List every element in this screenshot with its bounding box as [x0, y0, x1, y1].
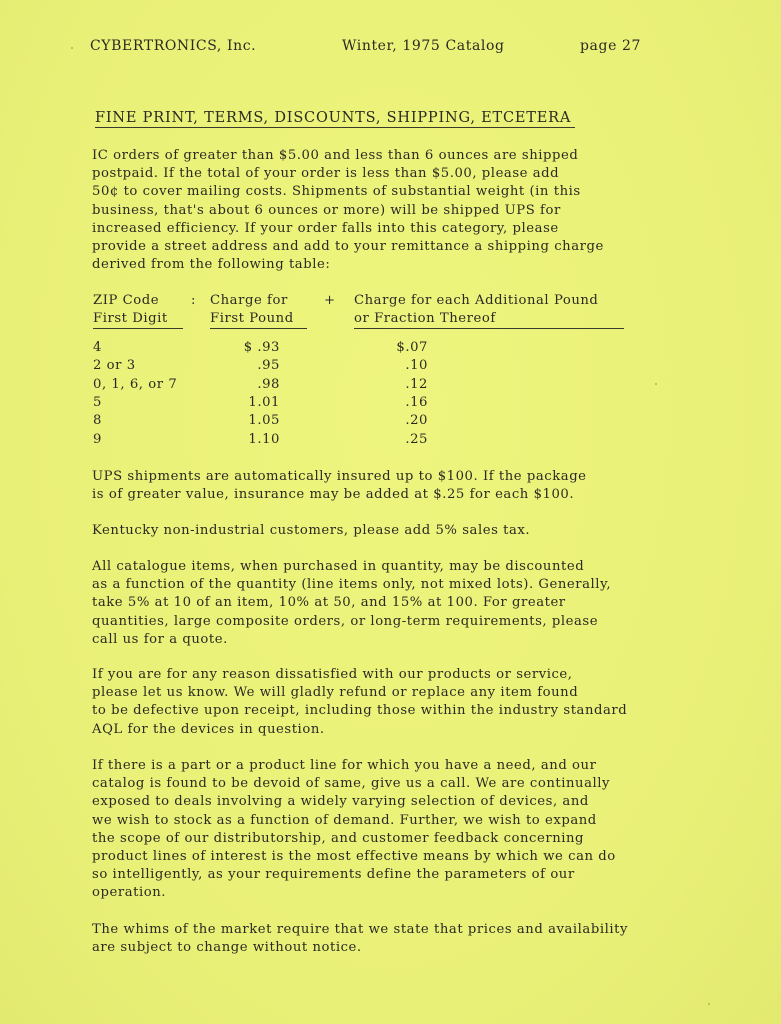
company-name: CYBERTRONICS, Inc.: [90, 38, 257, 54]
additional-pound-cell: .12: [405, 376, 428, 392]
text-line: provide a street address and add to your remittance a shipping charge: [92, 239, 604, 255]
text-line: to be defective upon receipt, including those within the industry standard: [92, 703, 628, 719]
text-line: so intelligently, as your requirements define the parameters of our: [92, 867, 575, 883]
text-line: increased efficiency. If your order falls into this category, please: [92, 220, 559, 236]
text-line: call us for a quote.: [92, 631, 228, 647]
zip-code-header: ZIP Code: [93, 293, 160, 308]
text-line: derived from the following table:: [92, 257, 331, 273]
page-header: [90, 38, 650, 58]
text-line: is of greater value, insurance may be added at $.25 for each $100.: [92, 487, 575, 503]
additional-pound-cell: .10: [405, 358, 428, 374]
text-line: product lines of interest is the most effective means by which we can do: [92, 849, 616, 865]
kentucky-paragraph: [92, 522, 530, 540]
text-line: If you are for any reason dissatisfied with our products or service,: [92, 667, 573, 682]
additional-pound-cell: .25: [405, 431, 428, 447]
first-pound-cell: 1.05: [248, 413, 280, 429]
zip-digit-cell: 4: [93, 340, 102, 355]
ups-paragraph: [92, 468, 587, 504]
first-digit-header: First Digit: [93, 310, 183, 329]
section-title: FINE PRINT, TERMS, DISCOUNTS, SHIPPING, ETCETERA: [95, 110, 575, 128]
intro-paragraph: [92, 147, 604, 274]
paper-speck: [708, 1003, 710, 1005]
page-number: page 27: [580, 38, 642, 54]
text-line: take 5% at 10 of an item, 10% at 50, and 15% at 100. For greater: [92, 595, 566, 611]
whims-paragraph: [92, 921, 628, 957]
first-pound-header: Charge for: [210, 293, 288, 308]
additional-pound-header: Charge for each Additional Pound: [354, 293, 599, 308]
plus-sign: +: [324, 293, 336, 308]
dissatisfied-paragraph: [92, 666, 627, 739]
text-line: we wish to stock as a function of demand. Further, we wish to expand: [92, 812, 597, 828]
text-line: postpaid. If the total of your order is less than $5.00, please add: [92, 166, 560, 182]
text-line: are subject to change without notice.: [92, 940, 362, 956]
text-line: The whims of the market require that we state that prices and availability: [92, 922, 628, 937]
text-line: Kentucky non-industrial customers, please add 5% sales tax.: [92, 523, 531, 538]
text-line: the scope of our distributorship, and customer feedback concerning: [92, 830, 585, 846]
additional-pound-cell: .16: [405, 394, 428, 410]
text-line: as a function of the quantity (line items only, not mixed lots). Generally,: [92, 577, 612, 593]
zip-digit-cell: 9: [93, 431, 102, 447]
first-pound-subheader: First Pound: [210, 310, 307, 329]
fraction-subheader: or Fraction Thereof: [354, 310, 624, 329]
paper-speck: [71, 47, 73, 49]
paper-speck: [655, 383, 657, 385]
text-line: IC orders of greater than $5.00 and less than 6 ounces are shipped: [92, 148, 579, 163]
text-line: AQL for the devices in question.: [92, 721, 325, 737]
first-pound-cell: 1.10: [248, 431, 280, 447]
zip-digit-cell: 8: [93, 413, 102, 429]
text-line: please let us know. We will gladly refund or replace any item found: [92, 685, 579, 701]
text-line: catalog is found to be devoid of same, give us a call. We are continually: [92, 776, 611, 792]
zip-digit-cell: 5: [93, 394, 102, 410]
text-line: All catalogue items, when purchased in quantity, may be discounted: [92, 559, 585, 574]
zip-digit-cell: 0, 1, 6, or 7: [93, 376, 178, 392]
text-line: 50¢ to cover mailing costs. Shipments of substantial weight (in this: [92, 184, 581, 200]
discount-paragraph: [92, 558, 611, 649]
text-line: If there is a part or a product line for which you have a need, and our: [92, 758, 597, 773]
product-line-paragraph: [92, 757, 616, 903]
additional-pound-cell: $.07: [396, 340, 428, 355]
catalog-edition: Winter, 1975 Catalog: [342, 38, 505, 54]
text-line: UPS shipments are automatically insured up to $100. If the package: [92, 469, 587, 484]
first-pound-cell: .95: [257, 358, 280, 374]
first-pound-cell: $ .93: [243, 340, 280, 355]
text-line: operation.: [92, 885, 166, 901]
header-colon: :: [191, 293, 196, 308]
first-pound-cell: 1.01: [248, 394, 280, 410]
first-pound-cell: .98: [257, 376, 280, 392]
text-line: quantities, large composite orders, or long-term requirements, please: [92, 613, 599, 629]
text-line: exposed to deals involving a widely varying selection of devices, and: [92, 794, 589, 810]
text-line: business, that's about 6 ounces or more) will be shipped UPS for: [92, 202, 561, 218]
additional-pound-cell: .20: [405, 413, 428, 429]
zip-digit-cell: 2 or 3: [93, 358, 136, 374]
